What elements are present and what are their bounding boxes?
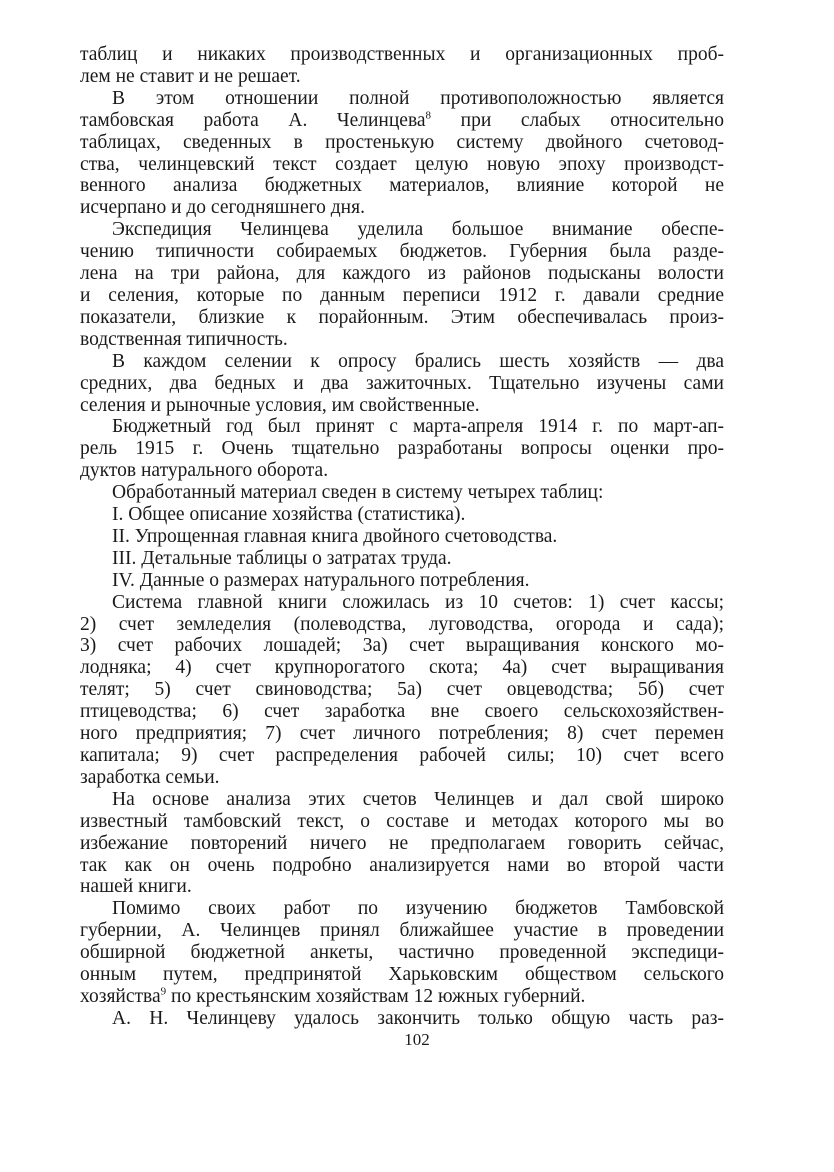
text-line: Экспедиция Челинцева уделила большое внимание обеспе- [112, 219, 724, 241]
text-line: III. Детальные таблицы о затратах труда. [112, 547, 452, 569]
text-line: IV. Данные о размерах натурального потребления. [112, 569, 530, 591]
text-line: губернии, А. Челинцев принял ближайшее участие в проведении [80, 920, 724, 942]
text-line: А. Н. Челинцеву удалось закончить только общую часть раз- [112, 1007, 724, 1029]
text-line: птицеводства; 6) счет заработка вне своего сельскохозяйствен- [80, 701, 724, 723]
paragraph [80, 416, 724, 482]
text-line: так как он очень подробно анализируется нами во второй части [80, 854, 724, 876]
paragraph [80, 898, 724, 1008]
text-line: Система главной книги сложилась из 10 счетов: 1) счет кассы; [112, 591, 724, 613]
text-line: таблицах, сведенных в простенькую систему двойного счетовод- [80, 131, 724, 153]
text-line: 3) счет рабочих лошадей; 3а) счет выращивания конского мо- [80, 635, 724, 657]
text-line: 2) счет земледелия (полеводства, луговодства, огорода и сада); [80, 613, 724, 635]
text-line: избежание повторений ничего не предполагаем говорить сейчас, [80, 832, 724, 854]
footnote-marker: 8 [425, 109, 432, 122]
text-line: лем не ставит и не решает. [80, 65, 301, 87]
text-line: чению типичности собираемых бюджетов. Губерния была разде- [80, 241, 724, 263]
text-line: лена на три района, для каждого из районов подысканы волости [80, 263, 724, 285]
text-line: известный тамбовский текст, о составе и методах которого мы во [80, 810, 724, 832]
page-number: 102 [404, 1030, 430, 1049]
text-line: Бюджетный год был принят с марта-апреля 1914 г. по март-ап- [112, 416, 724, 438]
paragraph [80, 592, 724, 789]
paragraph [80, 88, 724, 219]
text-line: лодняка; 4) счет крупнорогатого скота; 4а) счет выращивания [80, 657, 724, 679]
text-line: В этом отношении полной противоположностью является [112, 87, 724, 109]
text-line: Помимо своих работ по изучению бюджетов Тамбовской [112, 898, 724, 920]
text-line: средних, два бедных и два зажиточных. Тщательно изучены сами [80, 372, 724, 394]
list-item [80, 548, 724, 570]
text-line: обширной бюджетной анкеты, частично проведенной экспедици- [80, 942, 724, 964]
text-line: заработка семьи. [80, 766, 220, 788]
text-line: В каждом селении к опросу брались шесть хозяйств — два [112, 350, 724, 372]
paragraph [80, 482, 724, 504]
footnote-marker: 9 [160, 985, 167, 998]
text-line: и селения, которые по данным переписи 1912 г. давали средние [80, 284, 724, 306]
text-line: венного анализа бюджетных материалов, влияние которой не [80, 175, 724, 197]
text-line: телят; 5) счет свиноводства; 5а) счет овцеводства; 5б) счет [80, 679, 724, 701]
text-line: таблиц и никаких производственных и организационных проб- [80, 44, 724, 65]
paragraph [80, 44, 724, 88]
text-line: На основе анализа этих счетов Челинцев и дал свой широко [112, 788, 724, 810]
text-line: тамбовская работа А. Челинцева$^8$ при слабых относительно [80, 109, 724, 131]
paragraph [80, 1008, 724, 1030]
text-line: ства, челинцевский текст создает целую новую эпоху производст- [80, 153, 724, 175]
list-item [80, 504, 724, 526]
paragraph [80, 351, 724, 417]
text-line: рель 1915 г. Очень тщательно разработаны вопросы оценки про- [80, 438, 724, 460]
text-line: водственная типичность. [80, 328, 288, 350]
text-line: I. Общее описание хозяйства (статистика). [112, 504, 466, 526]
text-line: дуктов натурального оборота. [80, 460, 329, 482]
text-line: ного предприятия; 7) счет личного потребления; 8) счет перемен [80, 723, 724, 745]
text-line: капитала; 9) счет распределения рабочей силы; 10) счет всего [80, 745, 724, 766]
text-line: селения и рыночные условия, им свойственные. [80, 394, 480, 416]
page-body [80, 44, 724, 1030]
list-item [80, 526, 724, 548]
text-line: Обработанный материал сведен в систему четырех таблиц: [112, 482, 604, 504]
text-line: показатели, близкие к порайонным. Этим обеспечивалась произ- [80, 306, 724, 328]
text-line: хозяйства$^9$ по крестьянским хозяйствам 12 южных губерний. [80, 985, 586, 1007]
text-line: II. Упрощенная главная книга двойного счетоводства. [112, 525, 558, 547]
text-line: нашей книги. [80, 876, 192, 898]
text-line: онным путем, предпринятой Харьковским обществом сельского [80, 964, 724, 986]
paragraph [80, 789, 724, 899]
text-line: исчерпано и до сегодняшнего дня. [80, 197, 365, 219]
list-item [80, 570, 724, 592]
paragraph [80, 219, 724, 350]
